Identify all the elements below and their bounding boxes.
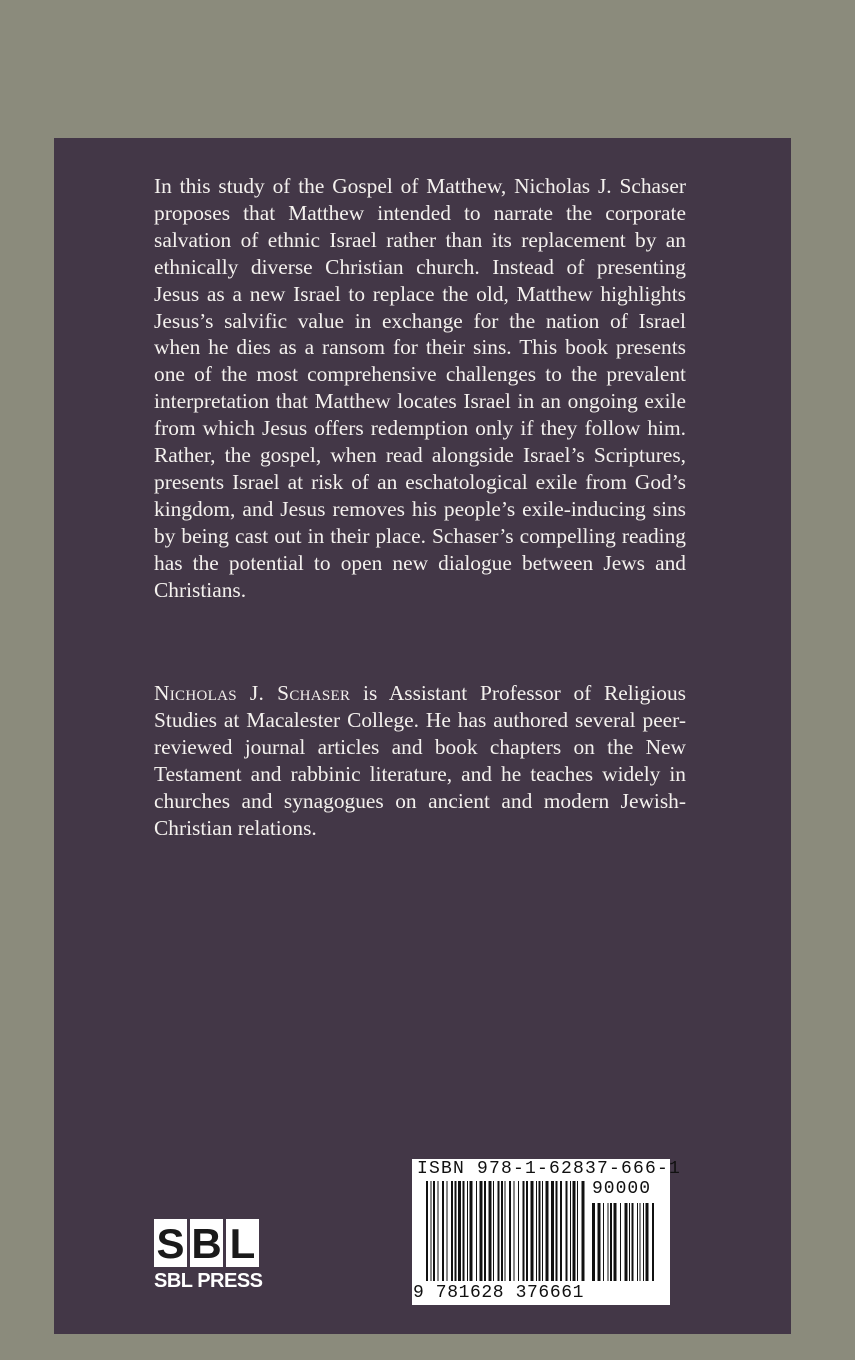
barcode-bar (614, 1203, 617, 1281)
author-bio-text: is Assistant Professor of Religious Studies at Macalester College. He has authored several peer-reviewed journal articles and book chapters on the New Testament and rabbinic literature, and he teaches widely in churches and synagogues on ancient and modern Jewish-Christian relations. (154, 681, 686, 840)
barcode-bar (546, 1181, 549, 1281)
barcode-bar (514, 1181, 515, 1281)
barcode-bar (455, 1181, 457, 1281)
barcode-bar (433, 1181, 435, 1281)
barcode-bar (458, 1181, 461, 1281)
barcode-bar (643, 1203, 644, 1281)
barcode-bar (493, 1181, 494, 1281)
author-name: Nicholas J. Schaser (154, 681, 351, 705)
barcode-bar (526, 1181, 528, 1281)
isbn-label: ISBN 978-1-62837-666-1 (417, 1159, 682, 1179)
barcode-bar (629, 1203, 630, 1281)
barcode-bar (451, 1181, 453, 1281)
barcode-bar (498, 1181, 500, 1281)
barcode-bar (551, 1181, 554, 1281)
barcode-bar (426, 1181, 428, 1281)
barcode-bar (610, 1203, 612, 1281)
logo-letter-b: B (191, 1220, 222, 1267)
book-description: In this study of the Gospel of Matthew, Nicholas J. Schaser proposes that Matthew intended to narrate the corporate salvation of ethnic Israel rather than its replacement by an ethnically diverse Christian church. Instead of presenting Jesus as a new Israel to replace the old, Matthew highlights Jesus’s salvific value in exchange for the nation of Israel when he dies as a ransom for their sins. This book presents one of the most comprehensive challenges to the prevalent interpretation that Matthew locates Israel in an ongoing exile from which Jesus offers redemption only if they follow him. Rather, the gospel, when read alongside Israel’s Scriptures, presents Israel at risk of an eschatological exile from God’s kingdom, and Jesus removes his people’s exile-inducing sins by being cast out in their place. Schaser’s compelling reading has the potential to open new dialogue between Jews and Christians. (154, 174, 686, 602)
barcode-bar (489, 1181, 492, 1281)
sbl-press-logo (154, 1219, 266, 1305)
logo-letter-s: S (154, 1219, 187, 1267)
barcode-bar (463, 1181, 465, 1281)
barcode-bar (603, 1203, 604, 1281)
barcode-bar (523, 1181, 525, 1281)
publisher-name: SBL PRESS (154, 1270, 263, 1292)
barcode-bar (652, 1203, 654, 1281)
barcode-bar (637, 1203, 638, 1281)
barcode-bar (484, 1181, 486, 1281)
barcode-bar (620, 1203, 621, 1281)
barcode-bar (501, 1181, 503, 1281)
barcode-bar (570, 1181, 571, 1281)
barcode-bar (480, 1181, 483, 1281)
barcode-bar (531, 1181, 534, 1281)
barcode-bar (518, 1181, 519, 1281)
ean-barcode-bars (426, 1181, 586, 1281)
barcode-bar (447, 1181, 448, 1281)
barcode-bar (470, 1181, 473, 1281)
barcode-bar (625, 1203, 628, 1281)
barcode-bar (476, 1181, 477, 1281)
barcode-bar (509, 1181, 511, 1281)
barcode-bar (592, 1203, 595, 1281)
ean-digits: 9 781628 376661 (413, 1283, 585, 1303)
barcode-bar (556, 1181, 558, 1281)
barcode-bar (573, 1181, 576, 1281)
barcode-bar (438, 1181, 439, 1281)
isbn-barcode (412, 1159, 682, 1305)
barcode-bar (646, 1203, 649, 1281)
barcode-bar (431, 1181, 432, 1281)
barcode-bar (577, 1181, 578, 1281)
barcode-bar (442, 1181, 444, 1281)
author-bio (154, 680, 686, 841)
barcode-bar (505, 1181, 506, 1281)
barcode-bar (536, 1181, 537, 1281)
barcode-bar (539, 1181, 541, 1281)
barcode-bar (640, 1203, 641, 1281)
barcode-bar (608, 1203, 609, 1281)
barcode-bar (560, 1181, 562, 1281)
barcode-bar (598, 1203, 601, 1281)
price-code: 90000 (592, 1179, 652, 1199)
barcode-bar (542, 1181, 543, 1281)
addon-barcode-bars (592, 1203, 662, 1281)
barcode-bar (566, 1181, 568, 1281)
barcode-bar (467, 1181, 468, 1281)
logo-letter-l: L (226, 1219, 259, 1267)
barcode-bar (582, 1181, 585, 1281)
back-cover-panel (54, 138, 791, 1334)
barcode-bar (632, 1203, 634, 1281)
